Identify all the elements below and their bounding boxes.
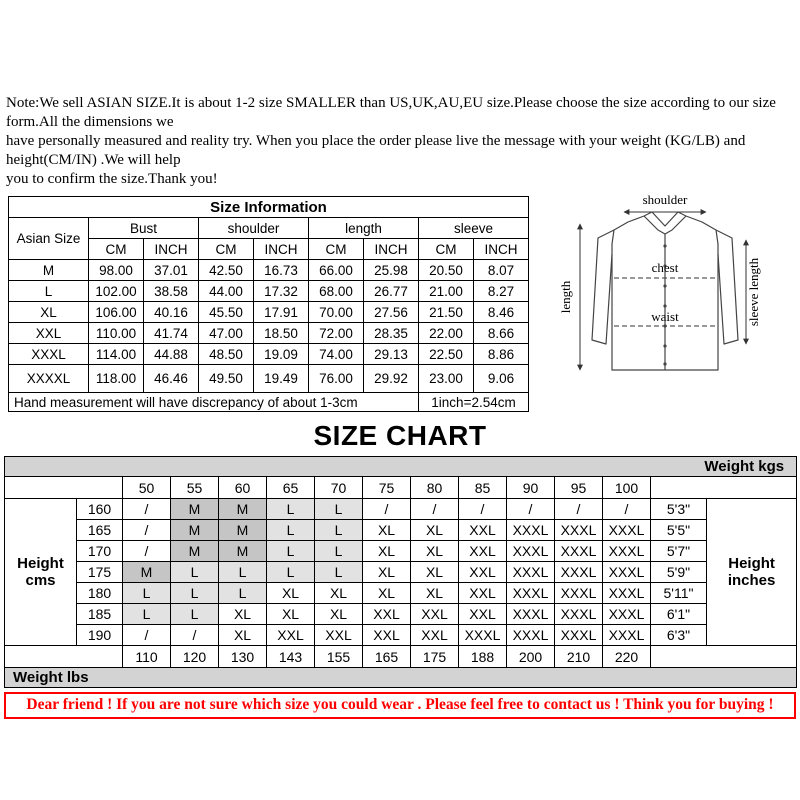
note-line: you to confirm the size.Thank you!: [6, 171, 218, 187]
size-cell: /: [171, 625, 219, 646]
asian-size-value: XXXXL: [9, 365, 89, 393]
weight-lb-value: 110: [123, 646, 171, 668]
unit-inch-header: INCH: [254, 239, 309, 260]
asian-size-value: M: [9, 260, 89, 281]
size-cell: XL: [411, 562, 459, 583]
measurement-value: 118.00: [89, 365, 144, 393]
height-cm-value: 175: [77, 562, 123, 583]
size-info-row: [9, 281, 529, 302]
weight-lb-value: 188: [459, 646, 507, 668]
unit-cm-header: CM: [309, 239, 364, 260]
size-cell: /: [123, 541, 171, 562]
size-cell: XL: [411, 520, 459, 541]
size-cell: /: [459, 499, 507, 520]
height-cm-value: 185: [77, 604, 123, 625]
height-in-value: 5'3": [651, 499, 707, 520]
weight-lb-value: 155: [315, 646, 363, 668]
size-cell: XXXL: [507, 541, 555, 562]
length-header: length: [309, 218, 419, 239]
note-line: height(CM/IN) .We will help: [6, 152, 181, 168]
size-info-row: [9, 365, 529, 393]
weight-lb-value: 120: [171, 646, 219, 668]
inch-conversion-note: 1inch=2.54cm: [419, 393, 529, 412]
size-cell: XL: [363, 541, 411, 562]
size-cell: XXXL: [603, 583, 651, 604]
size-cell: XL: [411, 583, 459, 604]
size-cell: XXXL: [507, 625, 555, 646]
measurement-value: 47.00: [199, 323, 254, 344]
measurement-value: 37.01: [144, 260, 199, 281]
height-row: [5, 541, 797, 562]
height-in-value: 5'9": [651, 562, 707, 583]
size-cell: XL: [219, 604, 267, 625]
height-inches-label: Height inches: [707, 499, 797, 646]
size-cell: M: [123, 562, 171, 583]
height-in-value: 5'7": [651, 541, 707, 562]
measurement-value: 29.13: [364, 344, 419, 365]
size-chart-title: SIZE CHART: [313, 420, 487, 451]
size-cell: XL: [363, 562, 411, 583]
weight-kg-value: 70: [315, 477, 363, 499]
size-cell: XXXL: [555, 625, 603, 646]
weight-kgs-label: Weight kgs: [5, 457, 797, 477]
weight-kgs-band: [5, 457, 797, 477]
measurement-value: 8.07: [474, 260, 529, 281]
size-cell: /: [555, 499, 603, 520]
weight-kg-value: 65: [267, 477, 315, 499]
size-cell: M: [171, 499, 219, 520]
measurement-value: 9.06: [474, 365, 529, 393]
size-cell: /: [363, 499, 411, 520]
footnote-row: [9, 393, 529, 412]
size-cell: XL: [411, 541, 459, 562]
height-in-value: 5'5": [651, 520, 707, 541]
size-cell: L: [219, 583, 267, 604]
size-cell: L: [123, 583, 171, 604]
weight-lb-value: 130: [219, 646, 267, 668]
blank-cell: [651, 477, 797, 499]
size-cell: L: [315, 541, 363, 562]
size-cell: L: [219, 562, 267, 583]
measurement-value: 102.00: [89, 281, 144, 302]
size-cell: XXL: [459, 541, 507, 562]
unit-cm-header: CM: [419, 239, 474, 260]
size-cell: /: [123, 499, 171, 520]
measurement-value: 48.50: [199, 344, 254, 365]
contact-message-box: [4, 692, 796, 719]
measure-groups-row: [9, 218, 529, 239]
size-cell: XXXL: [507, 520, 555, 541]
size-cell: M: [171, 541, 219, 562]
size-cell: /: [123, 520, 171, 541]
blank-cell: [651, 646, 797, 668]
height-row: [5, 583, 797, 604]
measurement-value: 16.73: [254, 260, 309, 281]
height-row: [5, 520, 797, 541]
chest-label: chest: [651, 260, 679, 275]
asian-size-value: L: [9, 281, 89, 302]
weight-lbs-label: Weight lbs: [5, 668, 797, 688]
size-cell: L: [315, 562, 363, 583]
height-row: [5, 562, 797, 583]
weight-lb-value: 210: [555, 646, 603, 668]
measurement-value: 44.88: [144, 344, 199, 365]
size-cell: XXL: [315, 625, 363, 646]
size-cell: XXXL: [555, 520, 603, 541]
size-cell: M: [171, 520, 219, 541]
measurement-value: 42.50: [199, 260, 254, 281]
size-cell: L: [267, 499, 315, 520]
measurement-value: 8.86: [474, 344, 529, 365]
size-cell: XXXL: [507, 604, 555, 625]
size-cell: XL: [363, 583, 411, 604]
size-info-section: [0, 192, 800, 412]
height-row: [5, 625, 797, 646]
waist-label: waist: [651, 309, 679, 324]
size-cell: XXL: [411, 604, 459, 625]
size-cell: /: [603, 499, 651, 520]
size-cell: XXXL: [603, 541, 651, 562]
measurement-value: 72.00: [309, 323, 364, 344]
height-cms-label: Height cms: [5, 499, 77, 646]
contact-message: Dear friend ! If you are not sure which size you could wear . Please feel free to contact us ! Think you for buying !: [26, 696, 774, 713]
length-label: length: [558, 280, 573, 314]
unit-cm-header: CM: [89, 239, 144, 260]
measurement-value: 114.00: [89, 344, 144, 365]
measurement-value: 20.50: [419, 260, 474, 281]
size-cell: XL: [267, 583, 315, 604]
blank-cell: [5, 477, 123, 499]
size-cell: XXXL: [555, 604, 603, 625]
asian-size-value: XXXL: [9, 344, 89, 365]
size-cell: XXXL: [459, 625, 507, 646]
size-cell: /: [123, 625, 171, 646]
shoulder-header: shoulder: [199, 218, 309, 239]
weight-lb-value: 175: [411, 646, 459, 668]
measurement-value: 21.50: [419, 302, 474, 323]
size-cell: XL: [315, 604, 363, 625]
height-in-value: 6'3": [651, 625, 707, 646]
weight-kg-value: 90: [507, 477, 555, 499]
size-info-title-row: [9, 197, 529, 218]
weight-lb-value: 220: [603, 646, 651, 668]
measurement-value: 8.46: [474, 302, 529, 323]
size-cell: M: [219, 520, 267, 541]
measurement-value: 46.46: [144, 365, 199, 393]
height-in-value: 5'11": [651, 583, 707, 604]
measurement-value: 45.50: [199, 302, 254, 323]
measurement-value: 17.91: [254, 302, 309, 323]
height-cm-value: 180: [77, 583, 123, 604]
size-cell: L: [171, 604, 219, 625]
size-cell: XL: [267, 604, 315, 625]
size-cell: XXL: [459, 583, 507, 604]
measurement-value: 19.09: [254, 344, 309, 365]
size-cell: XXXL: [603, 604, 651, 625]
sleeve-length-label: sleeve length: [746, 257, 761, 327]
weight-kg-value: 85: [459, 477, 507, 499]
measurement-value: 18.50: [254, 323, 309, 344]
size-cell: L: [315, 520, 363, 541]
asian-size-note: [0, 94, 800, 189]
size-info-row: [9, 260, 529, 281]
note-line: have personally measured and reality try. When you place the order please live the message with your weight (KG/LB) and: [6, 133, 746, 149]
measurement-value: 68.00: [309, 281, 364, 302]
size-cell: XL: [219, 625, 267, 646]
measurement-value: 26.77: [364, 281, 419, 302]
asian-size-value: XL: [9, 302, 89, 323]
size-cell: XXL: [363, 604, 411, 625]
measurement-discrepancy-note: Hand measurement will have discrepancy of about 1-3cm: [9, 393, 419, 412]
bust-header: Bust: [89, 218, 199, 239]
size-cell: XL: [363, 520, 411, 541]
weight-kg-value: 80: [411, 477, 459, 499]
size-cell: XXL: [459, 520, 507, 541]
size-cell: XXXL: [603, 625, 651, 646]
shoulder-label: shoulder: [642, 192, 688, 207]
size-info-row: [9, 344, 529, 365]
size-cell: XXXL: [507, 583, 555, 604]
note-line: Note:We sell ASIAN SIZE.It is about 1-2 size SMALLER than US,UK,AU,EU size.Please choose the size according to our size: [6, 95, 776, 111]
size-cell: M: [219, 499, 267, 520]
size-cell: XXXL: [555, 562, 603, 583]
measurement-value: 21.00: [419, 281, 474, 302]
measurement-value: 29.92: [364, 365, 419, 393]
shirt-measurement-diagram: [540, 192, 790, 402]
size-cell: XXXL: [555, 583, 603, 604]
measurement-value: 49.50: [199, 365, 254, 393]
size-cell: L: [267, 541, 315, 562]
dimension-lines: [580, 212, 746, 370]
measurement-value: 17.32: [254, 281, 309, 302]
weight-kg-value: 75: [363, 477, 411, 499]
unit-inch-header: INCH: [144, 239, 199, 260]
asian-size-header: Asian Size: [9, 218, 89, 260]
size-cell: XL: [315, 583, 363, 604]
size-cell: XXXL: [603, 520, 651, 541]
height-cm-value: 170: [77, 541, 123, 562]
size-cell: L: [315, 499, 363, 520]
size-cell: /: [507, 499, 555, 520]
unit-inch-header: INCH: [364, 239, 419, 260]
measurement-value: 8.27: [474, 281, 529, 302]
height-cm-value: 165: [77, 520, 123, 541]
weight-kg-value: 95: [555, 477, 603, 499]
measurement-value: 66.00: [309, 260, 364, 281]
measurement-value: 8.66: [474, 323, 529, 344]
size-cell: XXXL: [555, 541, 603, 562]
note-line: form.All the dimensions we: [6, 114, 174, 130]
size-cell: M: [219, 541, 267, 562]
measurement-value: 28.35: [364, 323, 419, 344]
height-row: [5, 604, 797, 625]
height-cm-value: 190: [77, 625, 123, 646]
weights-kg-row: [5, 477, 797, 499]
size-info-table: [8, 196, 529, 412]
size-cell: XXL: [459, 562, 507, 583]
measurement-value: 38.58: [144, 281, 199, 302]
measurement-value: 25.98: [364, 260, 419, 281]
measurement-value: 44.00: [199, 281, 254, 302]
measurement-value: 41.74: [144, 323, 199, 344]
weight-lbs-band: [5, 668, 797, 688]
blank-cell: [5, 646, 123, 668]
height-in-value: 6'1": [651, 604, 707, 625]
weight-lb-value: 143: [267, 646, 315, 668]
size-info-row: [9, 302, 529, 323]
measurement-value: 40.16: [144, 302, 199, 323]
size-cell: XXL: [459, 604, 507, 625]
unit-inch-header: INCH: [474, 239, 529, 260]
asian-size-value: XXL: [9, 323, 89, 344]
size-cell: /: [411, 499, 459, 520]
measurement-value: 22.50: [419, 344, 474, 365]
measurement-value: 74.00: [309, 344, 364, 365]
size-cell: XXL: [411, 625, 459, 646]
weight-lb-value: 200: [507, 646, 555, 668]
size-cell: XXL: [267, 625, 315, 646]
measurement-value: 76.00: [309, 365, 364, 393]
size-cell: XXL: [363, 625, 411, 646]
height-cm-value: 160: [77, 499, 123, 520]
measurement-value: 106.00: [89, 302, 144, 323]
measurement-value: 70.00: [309, 302, 364, 323]
weight-kg-value: 60: [219, 477, 267, 499]
measurement-value: 19.49: [254, 365, 309, 393]
weight-kg-value: 55: [171, 477, 219, 499]
weight-lb-value: 165: [363, 646, 411, 668]
measurement-value: 98.00: [89, 260, 144, 281]
weight-kg-value: 50: [123, 477, 171, 499]
size-info-title: Size Information: [9, 197, 529, 218]
height-row: [5, 499, 797, 520]
weight-kg-value: 100: [603, 477, 651, 499]
size-cell: XXXL: [603, 562, 651, 583]
sleeve-header: sleeve: [419, 218, 529, 239]
size-cell: L: [123, 604, 171, 625]
size-cell: XXXL: [507, 562, 555, 583]
size-chart-table: [4, 456, 797, 688]
measurement-value: 22.00: [419, 323, 474, 344]
unit-cm-header: CM: [199, 239, 254, 260]
measurement-value: 110.00: [89, 323, 144, 344]
size-cell: L: [267, 562, 315, 583]
measurement-value: 27.56: [364, 302, 419, 323]
size-cell: L: [267, 520, 315, 541]
weights-lb-row: [5, 646, 797, 668]
size-cell: L: [171, 562, 219, 583]
size-cell: L: [171, 583, 219, 604]
size-info-row: [9, 323, 529, 344]
measurement-value: 23.00: [419, 365, 474, 393]
